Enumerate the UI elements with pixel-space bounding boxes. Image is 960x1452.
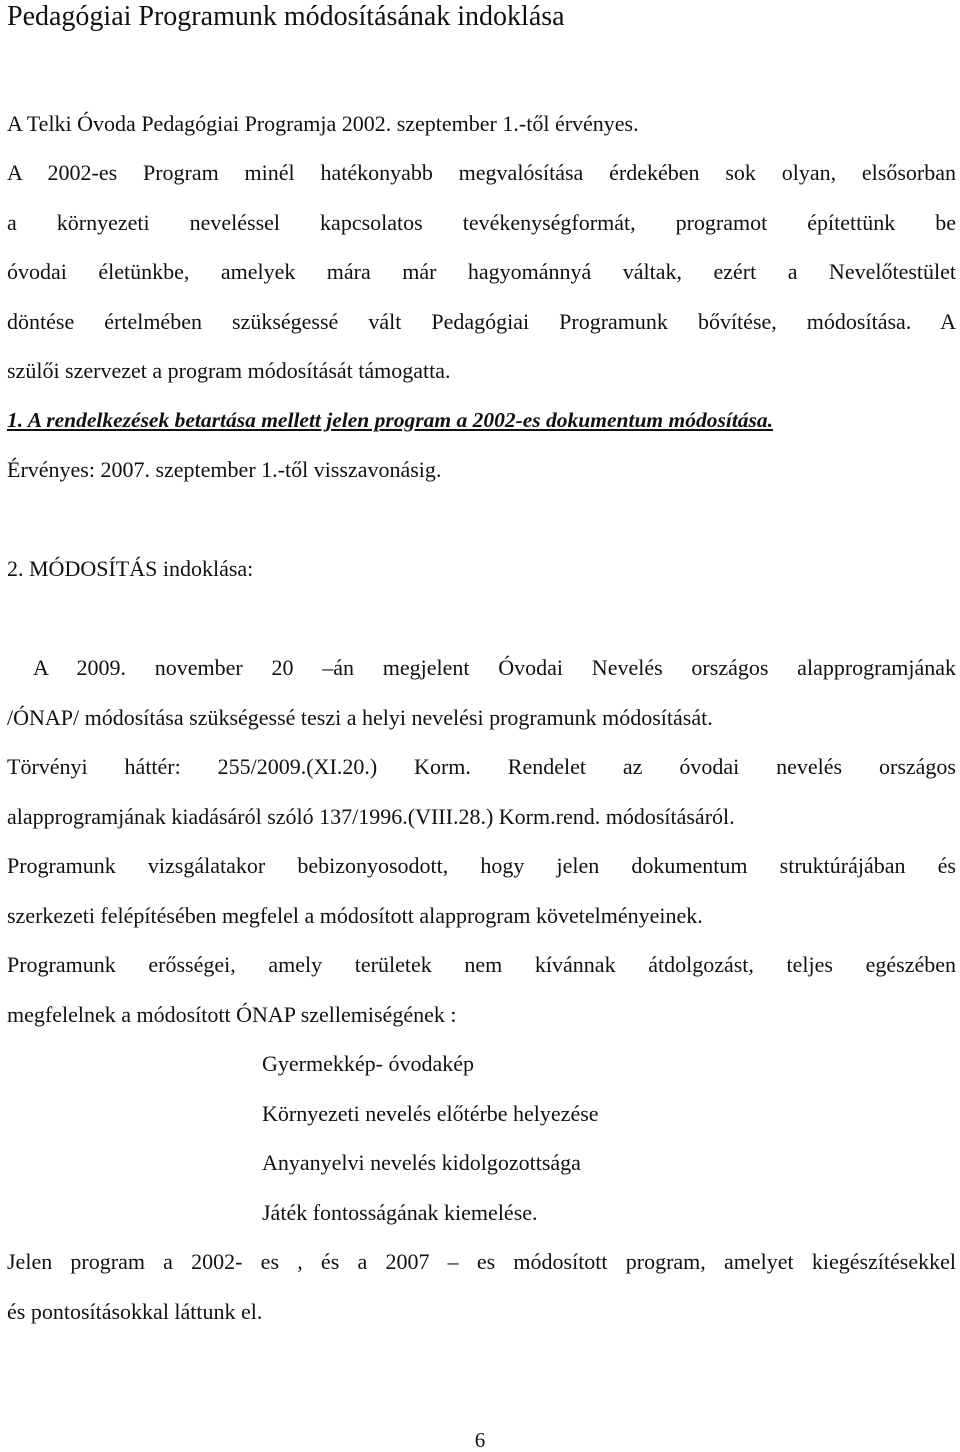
strength-item: Anyanyelvi nevelés kidolgozottsága (262, 1150, 581, 1175)
section-2-line-3: Törvényi háttér: 255/2009.(XI.20.) Korm. Rendelet az óvodai nevelés országos (7, 754, 956, 779)
page-number: 6 (474, 1428, 486, 1452)
section-2-heading: 2. MÓDOSÍTÁS indoklása: (7, 556, 254, 581)
intro-line-2: A 2002-es Program minél hatékonyabb megvalósítása érdekében sok olyan, elsősorban (7, 160, 956, 185)
intro-line-4: óvodai életünkbe, amelyek mára már hagyománnyá váltak, ezért a Nevelőtestület (7, 259, 956, 284)
page-title: Pedagógiai Programunk módosításának indoklása (7, 1, 565, 32)
closing-line-1: Jelen program a 2002- es , és a 2007 – es módosított program, amelyet kiegészítésekkel (7, 1249, 956, 1274)
section-2-line-7: Programunk erősségei, amely területek nem kívánnak átdolgozást, teljes egészében (7, 952, 956, 977)
section-2-line-6: szerkezeti felépítésében megfelel a módosított alapprogram követelményeinek. (7, 903, 703, 928)
intro-line-6: szülői szervezet a program módosítását támogatta. (7, 358, 451, 383)
validity-line: Érvényes: 2007. szeptember 1.-től visszavonásig. (7, 457, 442, 482)
section-1-heading: 1. A rendelkezések betartása mellett jelen program a 2002-es dokumentum módosítása. (7, 408, 774, 432)
intro-line-5: döntése értelmében szükségessé vált Pedagógiai Programunk bővítése, módosítása. A (7, 309, 956, 334)
section-2-line-2: /ÓNAP/ módosítása szükségessé teszi a helyi nevelési programunk módosítását. (7, 705, 713, 730)
strength-item: Gyermekkép- óvodakép (262, 1051, 474, 1076)
section-2-line-8: megfelelnek a módosított ÓNAP szellemiségének : (7, 1002, 457, 1027)
section-2-line-1: A 2009. november 20 –án megjelent Óvodai Nevelés országos alapprogramjának (33, 655, 956, 680)
section-2-line-5: Programunk vizsgálatakor bebizonyosodott, hogy jelen dokumentum struktúrájában és (7, 853, 956, 878)
intro-line-1: A Telki Óvoda Pedagógiai Programja 2002. szeptember 1.-től érvényes. (7, 111, 639, 136)
strength-item: Játék fontosságának kiemelése. (262, 1200, 538, 1225)
section-2-line-4: alapprogramjának kiadásáról szóló 137/1996.(VIII.28.) Korm.rend. módosításáról. (7, 804, 735, 829)
intro-line-3: a környezeti neveléssel kapcsolatos tevékenységformát, programot építettünk be (7, 210, 956, 235)
closing-line-2: és pontosításokkal láttunk el. (7, 1299, 263, 1324)
strength-item: Környezeti nevelés előtérbe helyezése (262, 1101, 599, 1126)
